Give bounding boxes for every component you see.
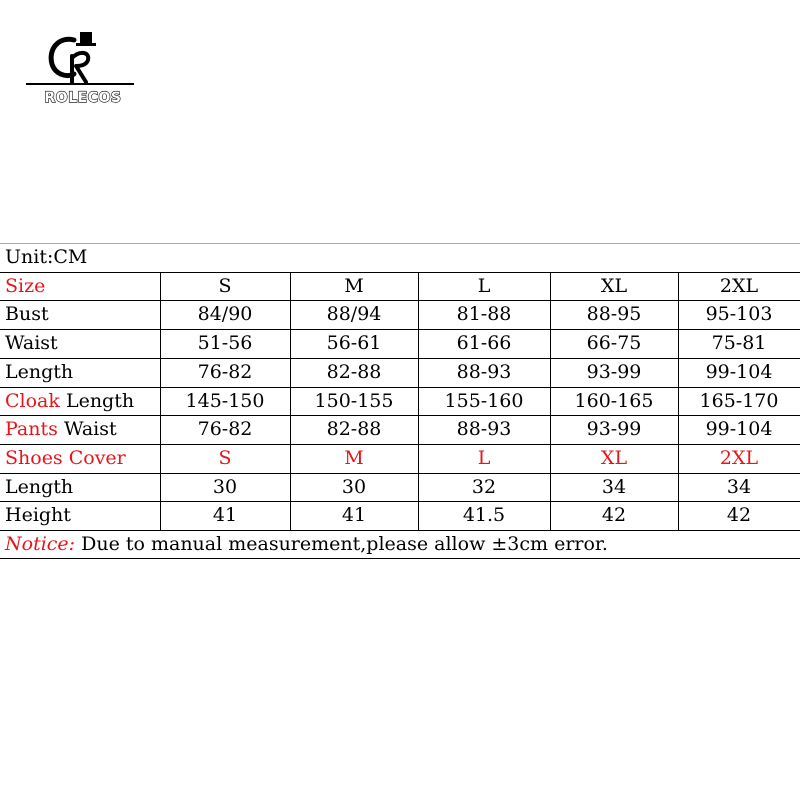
table-cell: 76-82 <box>197 418 253 441</box>
table-column-rule <box>160 272 161 530</box>
row-label-measure: Length <box>5 360 74 383</box>
row-label-category: Cloak <box>5 389 60 412</box>
measurement-row <box>0 415 800 443</box>
row-label-measure: Waist <box>5 332 58 355</box>
table-rule <box>0 558 800 559</box>
table-cell: 150-155 <box>314 389 394 412</box>
measurement-row <box>0 329 800 357</box>
table-cell: 88-93 <box>456 418 512 441</box>
row-label-measure: Bust <box>5 303 49 326</box>
table-cell: 51-56 <box>197 332 253 355</box>
table-cell: 88/94 <box>326 303 382 326</box>
table-cell: 56-61 <box>326 332 382 355</box>
size-header-cell: M <box>344 274 364 297</box>
table-cell: 42 <box>726 504 752 527</box>
table-cell: 160-165 <box>574 389 654 412</box>
notice-label: Notice: <box>5 533 76 555</box>
rolecos-logo-mark-icon <box>22 26 138 96</box>
shoes-size-cell: L <box>477 446 491 469</box>
measurement-row <box>0 387 800 415</box>
shoes-size-cell: M <box>344 446 364 469</box>
size-header-label: Size <box>5 274 46 297</box>
row-label-measure: Length <box>65 389 135 412</box>
table-column-rule <box>290 272 291 530</box>
table-cell: 93-99 <box>586 418 642 441</box>
row-label <box>5 300 49 328</box>
table-column-rule <box>678 272 679 530</box>
table-cell: 155-160 <box>444 389 524 412</box>
table-cell: 99-104 <box>705 360 773 383</box>
unit-label: Unit:CM <box>5 246 88 268</box>
row-label-measure: Waist <box>63 418 117 441</box>
table-cell: 41.5 <box>462 504 506 527</box>
table-cell: 88-93 <box>456 360 512 383</box>
table-cell: 61-66 <box>456 332 512 355</box>
table-cell: 41 <box>212 504 238 527</box>
table-cell: 99-104 <box>705 418 773 441</box>
table-cell: 76-82 <box>197 360 253 383</box>
table-cell: 81-88 <box>456 303 512 326</box>
table-cell: 75-81 <box>711 332 767 355</box>
shoes-header-row <box>0 444 800 472</box>
table-cell: 34 <box>726 475 752 498</box>
row-label-category: Pants <box>5 418 58 441</box>
shoes-size-cell: XL <box>600 446 628 469</box>
measurement-row <box>0 300 800 328</box>
size-header-cell: L <box>477 274 491 297</box>
table-cell: 93-99 <box>586 360 642 383</box>
row-label <box>5 415 117 443</box>
size-header-row <box>0 272 800 300</box>
notice-row <box>5 530 608 558</box>
shoes-size-cell: S <box>218 446 232 469</box>
table-cell: 34 <box>601 475 627 498</box>
table-cell: 30 <box>212 475 238 498</box>
table-cell: 84/90 <box>197 303 253 326</box>
table-cell: 82-88 <box>326 418 382 441</box>
size-header-cell: S <box>218 274 232 297</box>
brand-logo <box>22 26 138 116</box>
shoes-size-cell: 2XL <box>719 446 759 469</box>
table-cell: 30 <box>341 475 367 498</box>
row-label <box>5 329 58 357</box>
shoe-measurement-row <box>0 501 800 529</box>
table-cell: 66-75 <box>586 332 642 355</box>
row-label <box>5 358 73 386</box>
measurement-row <box>0 358 800 386</box>
brand-name: ROLECOS <box>44 90 122 106</box>
unit-row <box>0 243 800 271</box>
notice-text: Due to manual measurement,please allow ±3cm error. <box>75 533 608 555</box>
row-label: Length <box>5 475 74 498</box>
shoe-measurement-row <box>0 473 800 501</box>
table-column-rule <box>418 272 419 530</box>
table-column-rule <box>550 272 551 530</box>
table-cell: 95-103 <box>705 303 773 326</box>
table-cell: 165-170 <box>699 389 779 412</box>
row-label: Height <box>5 504 71 527</box>
shoes-header-label: Shoes Cover <box>5 446 126 469</box>
size-header-cell: 2XL <box>719 274 759 297</box>
size-header-cell: XL <box>600 274 628 297</box>
table-cell: 32 <box>471 475 497 498</box>
table-cell: 41 <box>341 504 367 527</box>
table-cell: 82-88 <box>326 360 382 383</box>
table-cell: 88-95 <box>586 303 642 326</box>
table-cell: 42 <box>601 504 627 527</box>
table-cell: 145-150 <box>185 389 265 412</box>
row-label <box>5 387 134 415</box>
